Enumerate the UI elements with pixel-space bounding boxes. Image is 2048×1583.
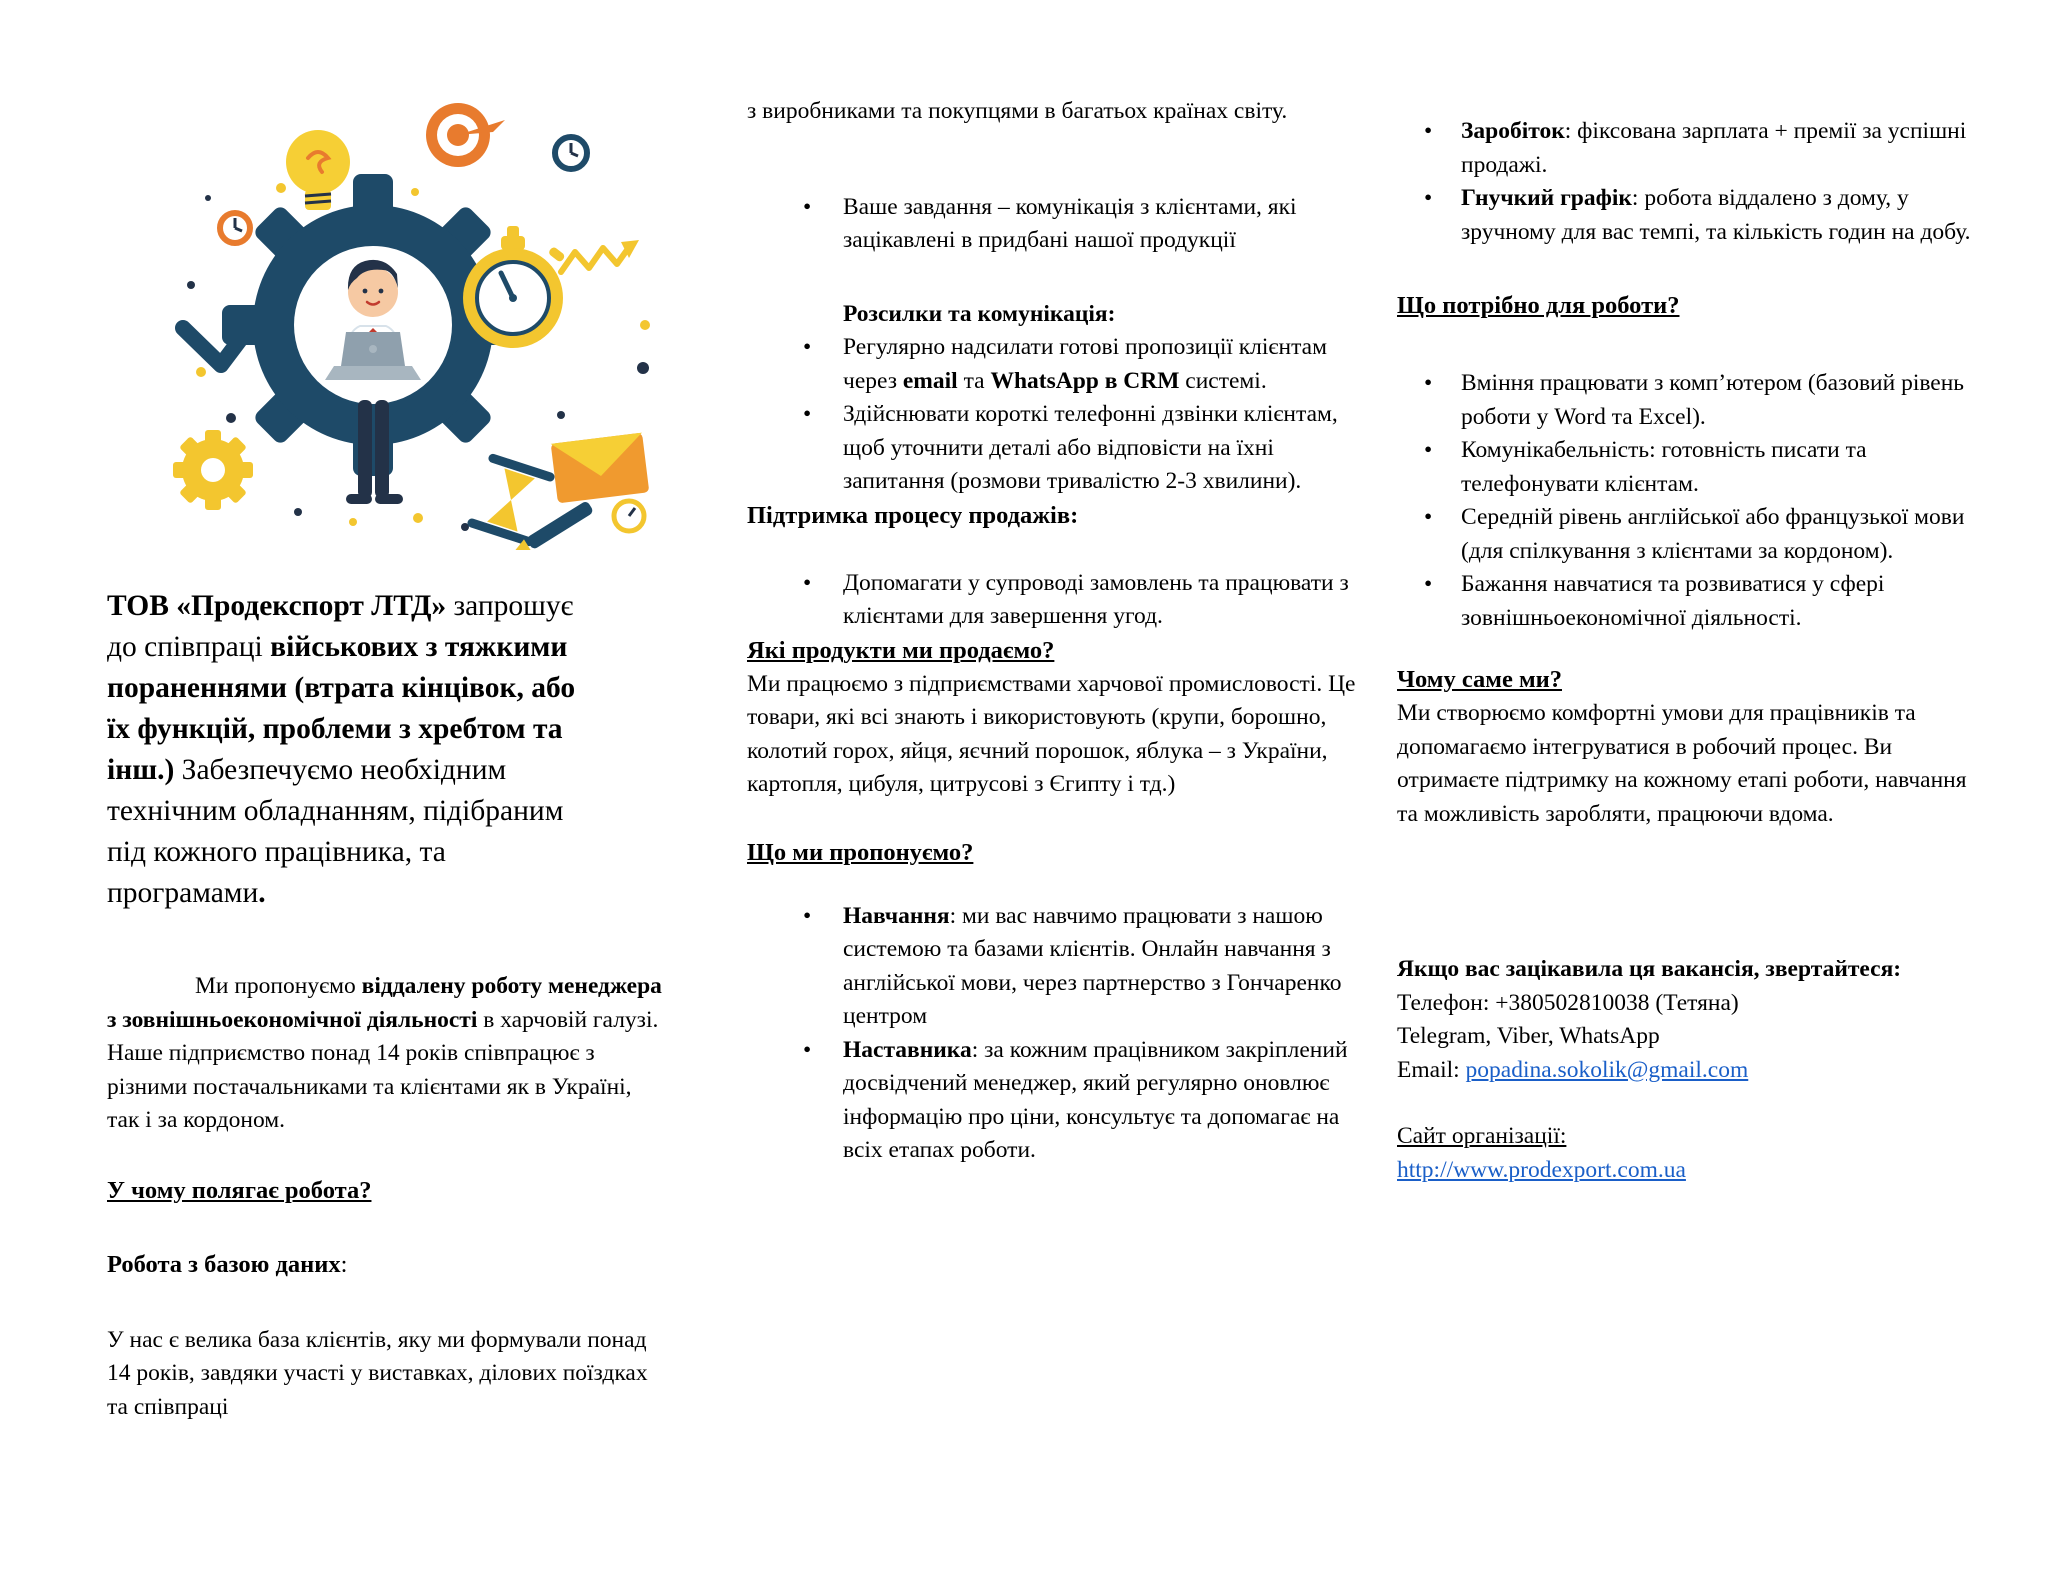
tasks-list (747, 191, 1361, 499)
lightbulb-icon (286, 130, 350, 210)
list-item: • Ваше завдання – комунікація з клієнтами, які зацікавлені в придбані нашої продукції (747, 191, 1361, 258)
benefits-list (1397, 115, 1975, 249)
list-item: • Наставника: за кожним працівником закріплений досвідчений менеджер, який регулярно оновлює інформацію про ціни, консультує та допомагає на всіх етапах роботи. (747, 1034, 1361, 1168)
hourglass-icon (472, 458, 550, 541)
clock-icon (555, 137, 587, 169)
clock-icon (614, 501, 644, 531)
column-middle (747, 95, 1361, 1168)
list-item: • Навчання: ми вас навчимо працювати з нашою системою та базами клієнтів. Онлайн навчання з англійської мови, через партнерство з Гончаренко центром (747, 900, 1361, 1034)
database-paragraph: У нас є велика база клієнтів, яку ми формували понад 14 років, завдяки участі у виставках, ділових поїздках та співпраці (107, 1326, 648, 1420)
email-label: Email: (1397, 1056, 1466, 1083)
list-item: • Гнучкий графік: робота віддалено з дому, у зручному для вас темпі, та кількість годин на добу. (1397, 182, 1975, 249)
email-link[interactable]: popadina.sokolik@gmail.com (1465, 1056, 1749, 1083)
contact-email-line (1397, 1054, 1975, 1088)
clock-icon (220, 213, 250, 243)
contact-heading: Якщо вас зацікавила ця вакансія, звертайтеся: (1397, 956, 1902, 982)
site-heading: Сайт організації: (1397, 1123, 1567, 1149)
heading-requirements: Що потрібно для роботи? (1397, 292, 1680, 319)
offer-paragraph: Ми пропонуємо віддалену роботу менеджера з зовнішньоекономічної діяльності в харчовій галузі. Наше підприємство понад 14 років співпрацює з різними постачальниками та клієнтами як в Україні, так і за кордоном. (107, 973, 662, 1133)
heading-offer: Що ми пропонуємо? (747, 838, 974, 866)
list-item: • Допомагати у супроводі замовлень та працювати з клієнтами для завершення угод. (747, 567, 1361, 634)
why-us-paragraph: Ми створюємо комфортні умови для працівників та допомагаємо інтегруватися в робочий процес. Ви отримаєте підтримку на кожному етапі роботи, навчання та можливість заробляти, працюючи вдома. (1397, 700, 1967, 827)
intro-paragraph: ТОВ «Продекспорт ЛТД» запрошує до співпраці військових з тяжкими пораненнями (втрата кінцівок, або їх функцій, проблеми з хребтом та інш.) Забезпечуємо необхідним технічним обладнанням, підібраним під кожного працівника, та програмами. (107, 590, 576, 909)
company-name: ТОВ «Продекспорт ЛТД» (107, 590, 454, 622)
heading-what-is-job: У чому полягає робота? (107, 1176, 372, 1204)
zigzag-arrow-icon (561, 240, 639, 272)
list-item: • Заробіток: фіксована зарплата + премії за успішні продажі. (1397, 115, 1975, 182)
illustration-man-gear (113, 70, 653, 550)
support-list (747, 567, 1361, 634)
envelope-icon (551, 433, 650, 504)
site-link[interactable]: http://www.prodexport.com.ua (1397, 1156, 1686, 1183)
column-right (1397, 88, 1975, 1187)
heading-sales-support: Підтримка процесу продажів: (747, 501, 1079, 529)
heading-database-work: Робота з базою даних: (107, 1250, 348, 1278)
column-left (107, 70, 669, 1424)
list-item: • Комунікабельність: готовність писати та телефонувати клієнтам. (1397, 434, 1975, 501)
heading-products: Які продукти ми продаємо? (747, 636, 1055, 664)
heading-why-us: Чому саме ми? (1397, 666, 1562, 693)
list-item: • Регулярно надсилати готові пропозиції клієнтам через email та WhatsApp в CRM системі. (747, 331, 1361, 398)
continued-paragraph: з виробниками та покупцями в багатьох країнах світу. (747, 98, 1288, 124)
subheading-mailings: Розсилки та комунікація: (843, 300, 1116, 327)
requirements-list (1397, 367, 1975, 635)
list-item: • Середній рівень англійської або французької мови (для спілкування з клієнтами за кордоном). (1397, 501, 1975, 568)
site-line (1397, 1154, 1975, 1188)
contact-messengers: Telegram, Viber, WhatsApp (1397, 1023, 1660, 1049)
offer-list (747, 900, 1361, 1168)
products-paragraph: Ми працюємо з підприємствами харчової промисловості. Це товари, які всі знають і використовують (крупи, борошно, колотий горох, яйця, яєчний порошок, яблука – з України, картопля, цибуля, цитрусові з Єгипту і тд.) (747, 670, 1356, 797)
list-item: • Здійснювати короткі телефонні дзвінки клієнтам, щоб уточнити деталі або відповісти на їхні запитання (розмови тривалістю 2-3 хвилини). (747, 398, 1361, 499)
list-item: • Вміння працювати з комп’ютером (базовий рівень роботи у Word та Excel). (1397, 367, 1975, 434)
list-item: • Бажання навчатися та розвиватися у сфері зовнішньоекономічної діяльності. (1397, 568, 1975, 635)
contact-phone: Телефон: +380502810038 (Тетяна) (1397, 989, 1739, 1016)
target-icon (426, 103, 505, 167)
small-gear-icon (173, 430, 253, 510)
